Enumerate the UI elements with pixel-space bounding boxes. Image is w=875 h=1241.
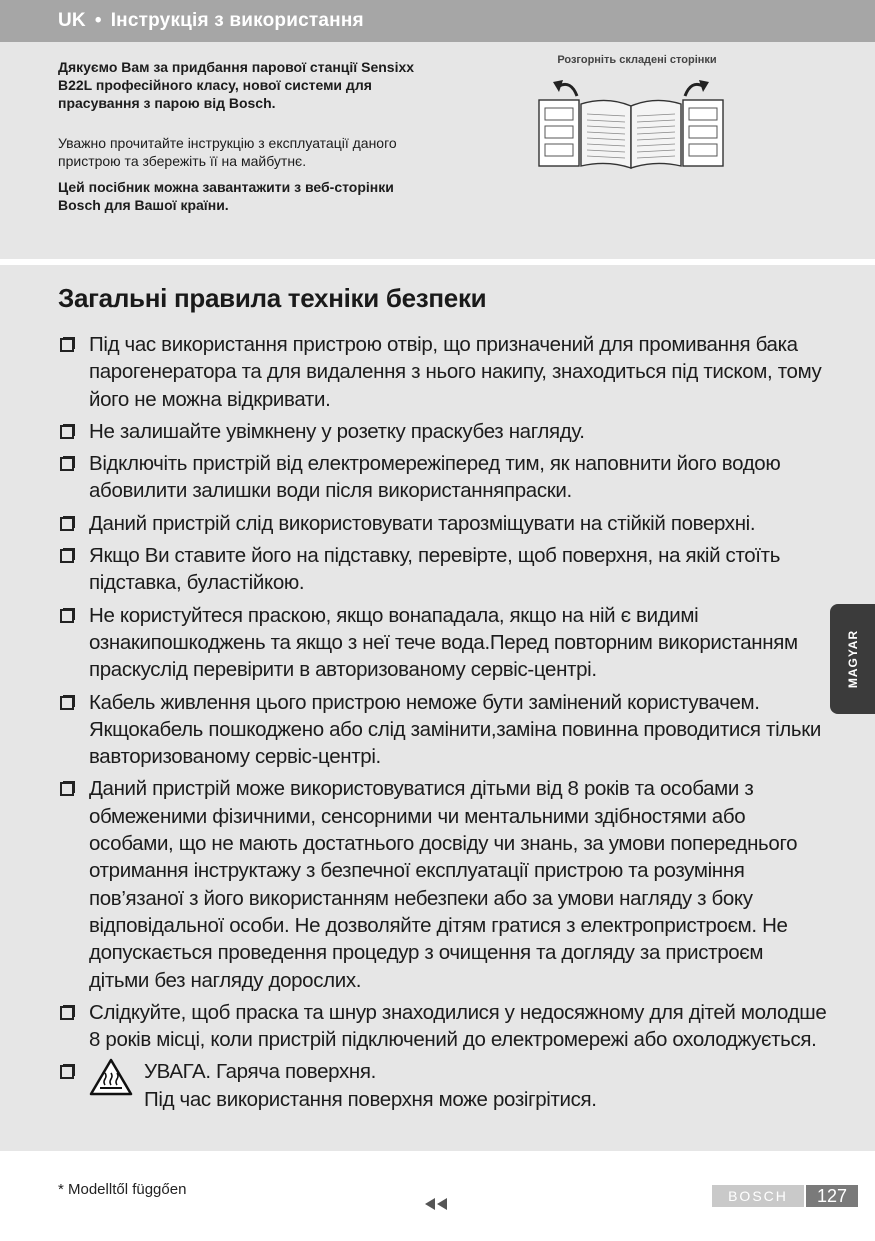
fold-pages-illustration [537,54,737,177]
list-item: Відключіть пристрій від електромережіперед тим, як наповнити його водою абовилити залишки води після використанняпраски. [58,450,828,505]
page-number: 127 [806,1185,858,1207]
list-item: Даний пристрій слід використовувати тарозміщувати на стійкій поверхні. [58,510,828,537]
list-item: Під час використання пристрою отвір, що призначений для промивання бака парогенератора та для видалення з нього накипу, знаходиться під тиском, тому його не можна відкривати. [58,331,828,413]
open-booklet-icon [537,72,737,172]
footnote: * Modelltől függően [58,1181,187,1198]
list-item: Даний пристрій може використовуватися дітьми від 8 років та особами з обмеженими фізичними, сенсорними чи ментальними здібностями або особами, що не мають достатнього досвіду чи знань, за умови попереднього отримання інструктажу з безпечної експлуатації пристрою та розуміння пов’язаної з його використанням небезпеки або за умови нагляду з боку відповідальної особи. Не дозволяйте дітям гратися з електропристроєм. Не допускається проведення процедур з очищення та догляду за пристроєм дітьми без нагляду дорослих. [58,775,828,993]
hot-surface-warning-icon [89,1058,133,1096]
intro-section [0,42,875,260]
checkbox-bullet-icon [60,517,74,531]
warning-text: Під час використання поверхня може розігрітися. [144,1087,597,1111]
read-notice: Уважно прочитайте інструкцію з експлуатації даного пристрою та збережіть її на майбутнє. [58,135,397,169]
header-title: Інструкція з використання [110,10,364,31]
thanks-text: Дякуємо Вам за придбання парової станції Sensixx B22L професійного класу, нової системи для прасування з парою від Bosch. [58,59,415,111]
safety-list [58,331,828,1118]
section-title: Загальні правила техніки безпеки [58,283,487,313]
header-bar [0,0,875,42]
double-left-arrow-icon[interactable] [425,1197,449,1211]
list-item: Не залишайте увімкнену у розетку праскубез нагляду. [58,418,828,445]
checkbox-bullet-icon [60,1006,74,1020]
list-item: Не користуйтеся праскою, якщо вонападала, якщо на ній є видимі ознакипошкоджень та якщо з неї тече вода.Перед повторним використанням праскуслід перевірити в авторизованому сервіс-центрі. [58,602,828,684]
intro-text [58,58,438,236]
checkbox-bullet-icon [60,696,74,710]
fold-caption: Розгорніть складені сторінки [557,54,717,66]
hot-surface-warning-item [58,1058,828,1113]
list-item: Кабель живлення цього пристрою неможе бути замінений користувачем. Якщокабель пошкоджено або слід замінити,заміна повинна проводитися тільки вавторизованому сервіс-центрі. [58,689,828,771]
list-item: Якщо Ви ставите його на підставку, перевірте, щоб поверхня, на якій стоїть підставка, буластійкою. [58,542,828,597]
checkbox-bullet-icon [60,1065,74,1079]
checkbox-bullet-icon [60,549,74,563]
checkbox-bullet-icon [60,782,74,796]
page-footer [0,1151,875,1241]
brand-label: BOSCH [712,1185,804,1207]
header-separator: • [94,10,102,31]
warning-title: УВАГА. Гаряча поверхня. [144,1060,376,1084]
checkbox-bullet-icon [60,338,74,352]
checkbox-bullet-icon [60,457,74,471]
list-item: Слідкуйте, щоб праска та шнур знаходилися у недосяжному для дітей молодше 8 років місці, коли пристрій підключений до електромережі або охолоджується. [58,999,828,1054]
download-notice: Цей посібник можна завантажити з веб-сторінки Bosch для Вашої країни. [58,179,394,213]
checkbox-bullet-icon [60,425,74,439]
language-side-tab[interactable] [830,604,875,714]
safety-section [0,265,875,1151]
language-code: UK [58,10,86,31]
side-tab-label: MAGYAR [845,629,860,689]
checkbox-bullet-icon [60,609,74,623]
